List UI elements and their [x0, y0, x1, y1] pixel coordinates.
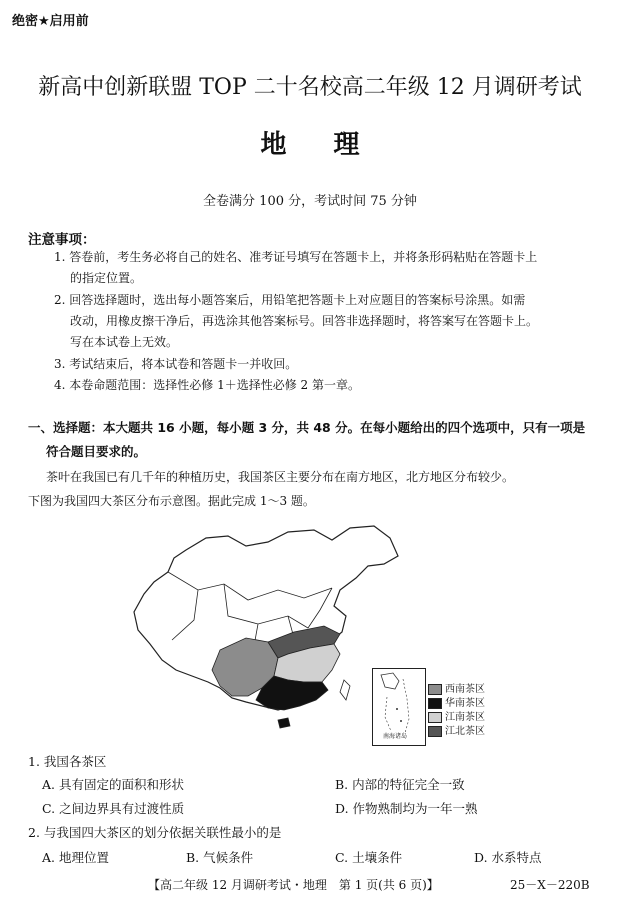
exam-title: 新高中创新联盟 TOP 二十名校高二年级 12 月调研考试	[38, 75, 582, 100]
section-heading-cont: 符合题目要求的。	[46, 444, 147, 459]
question-stem: 1. 我国各茶区	[28, 754, 107, 769]
option-a: A. 地理位置	[42, 850, 109, 865]
notice-line: 3. 考试结束后，将本试卷和答题卡一并收回。	[54, 357, 298, 371]
notice-line: 4. 本卷命题范围：选择性必修 1＋选择性必修 2 第一章。	[54, 378, 360, 392]
intro-paragraph: 茶叶在我国已有几千年的种植历史，我国茶区主要分布在南方地区，北方地区分布较少。	[46, 470, 515, 484]
legend-swatch	[428, 712, 442, 723]
section-heading: 一、选择题：本大题共 16 小题，每小题 3 分，共 48 分。在每小题给出的四个选项中，只有一项是	[28, 420, 586, 435]
legend-item: 江北茶区	[428, 722, 485, 737]
notice-line: 2. 回答选择题时，选出每小题答案后，用铅笔把答题卡上对应题目的答案标号涂黑。如需	[54, 293, 526, 307]
notice-line: 1. 答卷前，考生务必将自己的姓名、准考证号填写在答题卡上，并将条形码粘贴在答题卡上	[54, 250, 538, 264]
notice-line: 的指定位置。	[70, 271, 143, 285]
subject-title: 地 理	[260, 130, 360, 160]
legend-item: 江南茶区	[428, 708, 485, 723]
confidential-mark: 绝密★启用前	[12, 14, 89, 29]
option-a: A. 具有固定的面积和形状	[42, 777, 184, 792]
option-c: C. 土壤条件	[335, 850, 403, 865]
option-b: B. 气候条件	[186, 850, 254, 865]
question-stem: 2. 与我国四大茶区的划分依据关联性最小的是	[28, 825, 282, 840]
page-footer: 【高二年级 12 月调研考试・地理 第 1 页(共 6 页)】	[148, 878, 439, 892]
taiwan-island	[340, 680, 350, 700]
option-d: D. 水系特点	[474, 850, 542, 865]
notice-line: 写在本试卷上无效。	[70, 335, 179, 349]
notice-line: 改动，用橡皮擦干净后，再选涂其他答案标号。回答非选择题时，将答案写在答题卡上。	[70, 314, 539, 328]
option-c: C. 之间边界具有过渡性质	[42, 801, 185, 816]
intro-paragraph-cont: 下图为我国四大茶区分布示意图。据此完成 1～3 题。	[28, 494, 315, 508]
hainan-island	[278, 718, 290, 728]
inset-label: 南海诸岛	[383, 733, 408, 740]
option-b: B. 内部的特征完全一致	[335, 777, 465, 792]
notice-heading: 注意事项：	[28, 232, 96, 248]
paper-code: 25－X－220B	[510, 878, 590, 892]
legend-item: 西南茶区	[428, 680, 485, 695]
score-time-info: 全卷满分 100 分，考试时间 75 分钟	[203, 194, 417, 209]
south-sea-inset	[372, 668, 426, 746]
legend-item: 华南茶区	[428, 694, 485, 709]
legend-swatch	[428, 698, 442, 709]
legend-swatch	[428, 726, 442, 737]
legend-swatch	[428, 684, 442, 695]
option-d: D. 作物熟制均为一年一熟	[335, 801, 478, 816]
